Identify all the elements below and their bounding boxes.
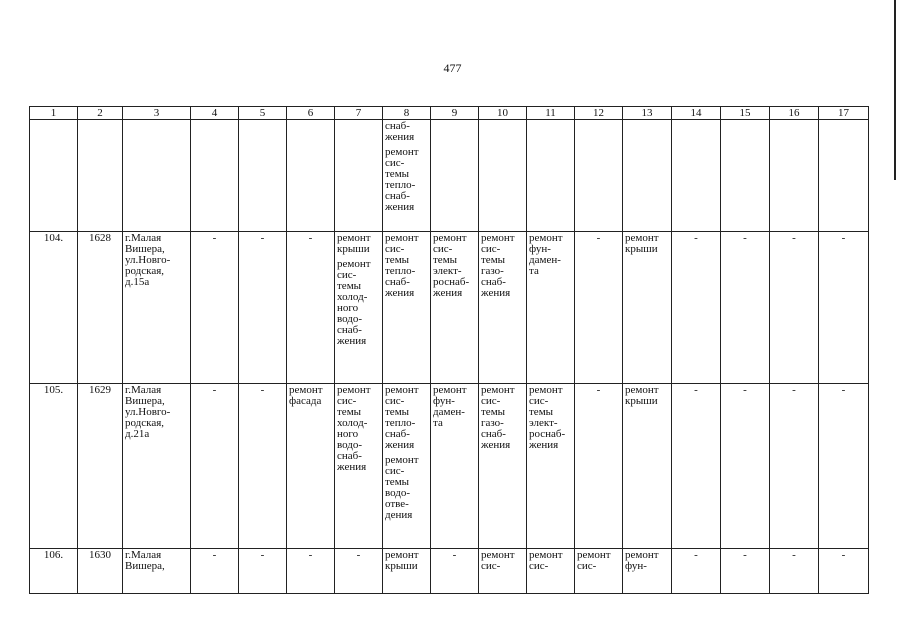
cell-text: - xyxy=(841,384,846,396)
table-cell xyxy=(123,549,191,594)
cell-text: - xyxy=(841,232,846,244)
cell-text: - xyxy=(792,549,796,561)
table-cell xyxy=(672,384,721,549)
cell-text: ремонт сис- темы тепло- снаб- жения xyxy=(385,384,419,451)
table-row xyxy=(30,232,869,384)
table-cell xyxy=(527,232,575,384)
cell-text: ремонт крыши xyxy=(625,384,659,407)
margin-rule xyxy=(894,0,896,180)
repair-register-table xyxy=(29,106,869,594)
table-cell xyxy=(672,120,721,232)
cell-text: ремонт сис- темы холод- ного водо- снаб- жения xyxy=(337,384,371,473)
cell-text: 106. xyxy=(43,549,64,561)
cell-text: - xyxy=(694,384,698,396)
table-cell xyxy=(30,384,78,549)
cell-text: - xyxy=(841,549,846,561)
table-cell xyxy=(431,232,479,384)
cell-text: г.Малая Вишера, ул.Новго- родская, д.15а xyxy=(125,232,171,288)
table-cell xyxy=(335,232,383,384)
cell-text: снаб- жения xyxy=(385,120,415,143)
cell-text: - xyxy=(452,549,457,561)
page-number: 477 xyxy=(443,61,462,75)
cell-text: 1628 xyxy=(89,232,111,244)
cell-text: ремонт сис- xyxy=(529,549,563,572)
table-cell xyxy=(575,384,623,549)
column-header: 5 xyxy=(239,107,287,120)
table-cell xyxy=(623,384,672,549)
cell-text: ремонт сис- темы элект- роснаб- жения xyxy=(433,232,470,299)
table-cell xyxy=(191,120,239,232)
table-cell xyxy=(191,232,239,384)
table-cell xyxy=(191,384,239,549)
column-header: 7 xyxy=(335,107,383,120)
table-cell xyxy=(123,384,191,549)
table-cell xyxy=(431,384,479,549)
cell-text: - xyxy=(743,549,747,561)
cell-text: ремонт сис- темы газо- снаб- жения xyxy=(481,384,515,451)
cell-text: 1630 xyxy=(89,549,111,561)
cell-text: ремонт фун- дамен- та xyxy=(433,384,467,429)
table-cell xyxy=(672,232,721,384)
cell-text: - xyxy=(792,232,796,244)
cell-text: - xyxy=(308,549,313,561)
table-cell xyxy=(672,549,721,594)
table-cell xyxy=(78,232,123,384)
column-header: 12 xyxy=(575,107,623,120)
table-cell xyxy=(479,549,527,594)
table-cell xyxy=(123,120,191,232)
table-cell xyxy=(30,232,78,384)
table-cell xyxy=(623,549,672,594)
cell-text: ремонт фасада xyxy=(289,384,323,407)
table-cell xyxy=(479,120,527,232)
cell-text: - xyxy=(356,549,361,561)
column-header: 10 xyxy=(479,107,527,120)
cell-text: 1629 xyxy=(89,384,111,396)
cell-text: г.Малая Вишера, ул.Новго- родская, д.21а xyxy=(125,384,171,440)
cell-text: ремонт сис- темы холод- ного водо- снаб- жения xyxy=(337,258,371,347)
table-cell xyxy=(287,384,335,549)
table-cell xyxy=(383,120,431,232)
table-cell xyxy=(623,120,672,232)
table-row xyxy=(30,549,869,594)
table-cell xyxy=(383,232,431,384)
cell-text: - xyxy=(596,232,601,244)
cell-text: - xyxy=(212,232,217,244)
table-cell xyxy=(383,549,431,594)
table-cell xyxy=(819,549,869,594)
cell-text: ремонт сис- темы газо- снаб- жения xyxy=(481,232,515,299)
table-cell xyxy=(575,232,623,384)
column-header: 11 xyxy=(527,107,575,120)
cell-text: ремонт сис- темы тепло- снаб- жения xyxy=(385,146,419,213)
table-row xyxy=(30,120,869,232)
table-cell xyxy=(287,232,335,384)
table-cell xyxy=(770,232,819,384)
table-cell xyxy=(30,549,78,594)
table-cell xyxy=(575,549,623,594)
column-header: 16 xyxy=(770,107,819,120)
column-header: 15 xyxy=(721,107,770,120)
table-cell xyxy=(191,549,239,594)
table-cell xyxy=(819,120,869,232)
cell-text: - xyxy=(308,232,313,244)
table-cell xyxy=(78,120,123,232)
cell-text: 105. xyxy=(43,384,64,396)
table-cell xyxy=(335,549,383,594)
cell-text: - xyxy=(792,384,796,396)
table-cell xyxy=(335,120,383,232)
column-header: 13 xyxy=(623,107,672,120)
cell-text: - xyxy=(260,549,265,561)
cell-text: ремонт крыши xyxy=(337,232,371,255)
cell-text: - xyxy=(694,232,698,244)
table-cell xyxy=(239,384,287,549)
table-cell xyxy=(721,120,770,232)
table-cell xyxy=(479,384,527,549)
table-cell xyxy=(287,549,335,594)
cell-text: ремонт сис- темы элект- роснаб- жения xyxy=(529,384,566,451)
column-header: 1 xyxy=(30,107,78,120)
table-cell xyxy=(431,120,479,232)
table-cell xyxy=(819,232,869,384)
table-cell xyxy=(239,120,287,232)
cell-text: ремонт сис- темы водо- отве- дения xyxy=(385,454,419,521)
cell-text: ремонт сис- xyxy=(481,549,515,572)
table-row xyxy=(30,384,869,549)
cell-text: - xyxy=(596,384,601,396)
table-cell xyxy=(527,549,575,594)
cell-text: ремонт фун- дамен- та xyxy=(529,232,563,277)
table-cell xyxy=(770,384,819,549)
table-cell xyxy=(123,232,191,384)
table-cell xyxy=(30,120,78,232)
table-cell xyxy=(623,232,672,384)
table-cell xyxy=(819,384,869,549)
column-header: 4 xyxy=(191,107,239,120)
column-header: 2 xyxy=(78,107,123,120)
column-number-row xyxy=(30,107,869,120)
cell-text: - xyxy=(260,232,265,244)
table-cell xyxy=(721,232,770,384)
cell-text: - xyxy=(212,549,217,561)
table-cell xyxy=(383,384,431,549)
table-cell xyxy=(721,549,770,594)
cell-text: ремонт крыши xyxy=(625,232,659,255)
table-cell xyxy=(78,384,123,549)
column-header: 6 xyxy=(287,107,335,120)
table-cell xyxy=(78,549,123,594)
cell-text: - xyxy=(212,384,217,396)
table-cell xyxy=(575,120,623,232)
column-header: 17 xyxy=(819,107,869,120)
table-cell xyxy=(431,549,479,594)
cell-text: г.Малая Вишера, xyxy=(125,549,165,572)
column-header: 3 xyxy=(123,107,191,120)
table-cell xyxy=(239,232,287,384)
cell-text: ремонт фун- xyxy=(625,549,659,572)
cell-text: - xyxy=(743,384,747,396)
column-header: 14 xyxy=(672,107,721,120)
cell-text: - xyxy=(694,549,698,561)
table-cell xyxy=(527,384,575,549)
table-cell xyxy=(721,384,770,549)
table-cell xyxy=(770,549,819,594)
column-header: 8 xyxy=(383,107,431,120)
table-cell xyxy=(239,549,287,594)
cell-text: - xyxy=(743,232,747,244)
cell-text: 104. xyxy=(43,232,64,244)
column-header: 9 xyxy=(431,107,479,120)
cell-text: ремонт сис- xyxy=(577,549,611,572)
cell-text: - xyxy=(260,384,265,396)
table-cell xyxy=(287,120,335,232)
table-cell xyxy=(770,120,819,232)
table-cell xyxy=(479,232,527,384)
table-cell xyxy=(527,120,575,232)
table-cell xyxy=(335,384,383,549)
cell-text: ремонт крыши xyxy=(385,549,419,572)
cell-text: ремонт сис- темы тепло- снаб- жения xyxy=(385,232,419,299)
